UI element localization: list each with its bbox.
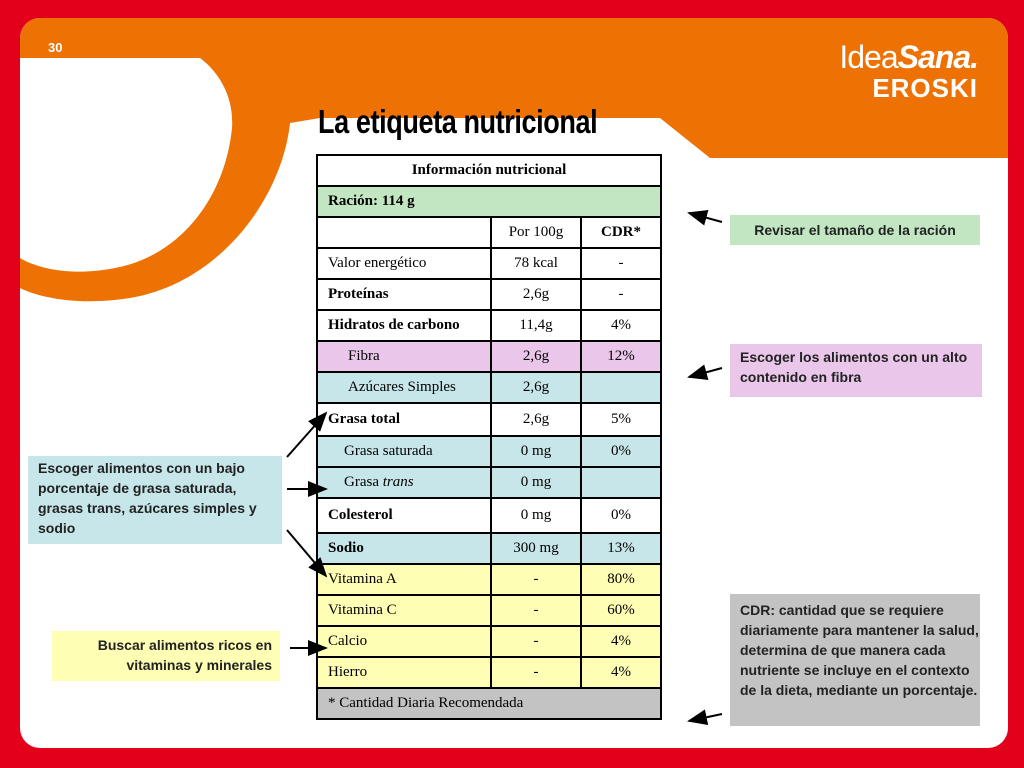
arrow-serving: [689, 213, 722, 222]
arrow-fat-down: [287, 530, 326, 576]
serving-size: Ración: 114 g: [317, 186, 661, 217]
table-row: Hierro - 4%: [317, 657, 661, 688]
slide-title: La etiqueta nutricional: [318, 103, 598, 140]
table-row: Azúcares Simples 2,6g: [317, 372, 661, 403]
column-header-per100: Por 100g: [491, 217, 581, 248]
arrow-cdr: [689, 714, 722, 721]
table-row: Grasa total 2,6g 5%: [317, 403, 661, 436]
arrow-fat-up: [287, 413, 326, 457]
table-row: Grasa trans 0 mg: [317, 467, 661, 498]
table-row: Proteínas 2,6g -: [317, 279, 661, 310]
table-row: Grasa saturada 0 mg 0%: [317, 436, 661, 467]
table-title: Información nutricional: [317, 155, 661, 186]
page-number: 30: [48, 40, 63, 55]
table-row: Vitamina C - 60%: [317, 595, 661, 626]
footnote: * Cantidad Diaria Recomendada: [317, 688, 661, 719]
table-row: Sodio 300 mg 13%: [317, 533, 661, 564]
note-vitamins-minerals: Buscar alimentos ricos en vitaminas y minerales: [52, 631, 280, 681]
table-row: Valor energético 78 kcal -: [317, 248, 661, 279]
note-fiber: Escoger los alimentos con un alto contenido en fibra: [730, 344, 982, 397]
note-fat-sugar-sodium: Escoger alimentos con un bajo porcentaje de grasa saturada, grasas trans, azúcares simples y sodio: [28, 456, 282, 544]
arrow-fiber: [689, 368, 722, 377]
ideasana-eroski-logo: IdeaSana. EROSKI: [839, 39, 978, 103]
table-row: Colesterol 0 mg 0%: [317, 498, 661, 533]
table-row: Hidratos de carbono 11,4g 4%: [317, 310, 661, 341]
column-header-cdr: CDR*: [581, 217, 661, 248]
table-row: Vitamina A - 80%: [317, 564, 661, 595]
note-serving-size: Revisar el tamaño de la ración: [730, 215, 980, 245]
note-cdr-definition: CDR: cantidad que se requiere diariamente para mantener la salud, determina de que manera cada nutriente se incluye en el contexto de la dieta, mediante un porcentaje.: [730, 594, 980, 726]
table-row: Fibra 2,6g 12%: [317, 341, 661, 372]
table-row: Calcio - 4%: [317, 626, 661, 657]
